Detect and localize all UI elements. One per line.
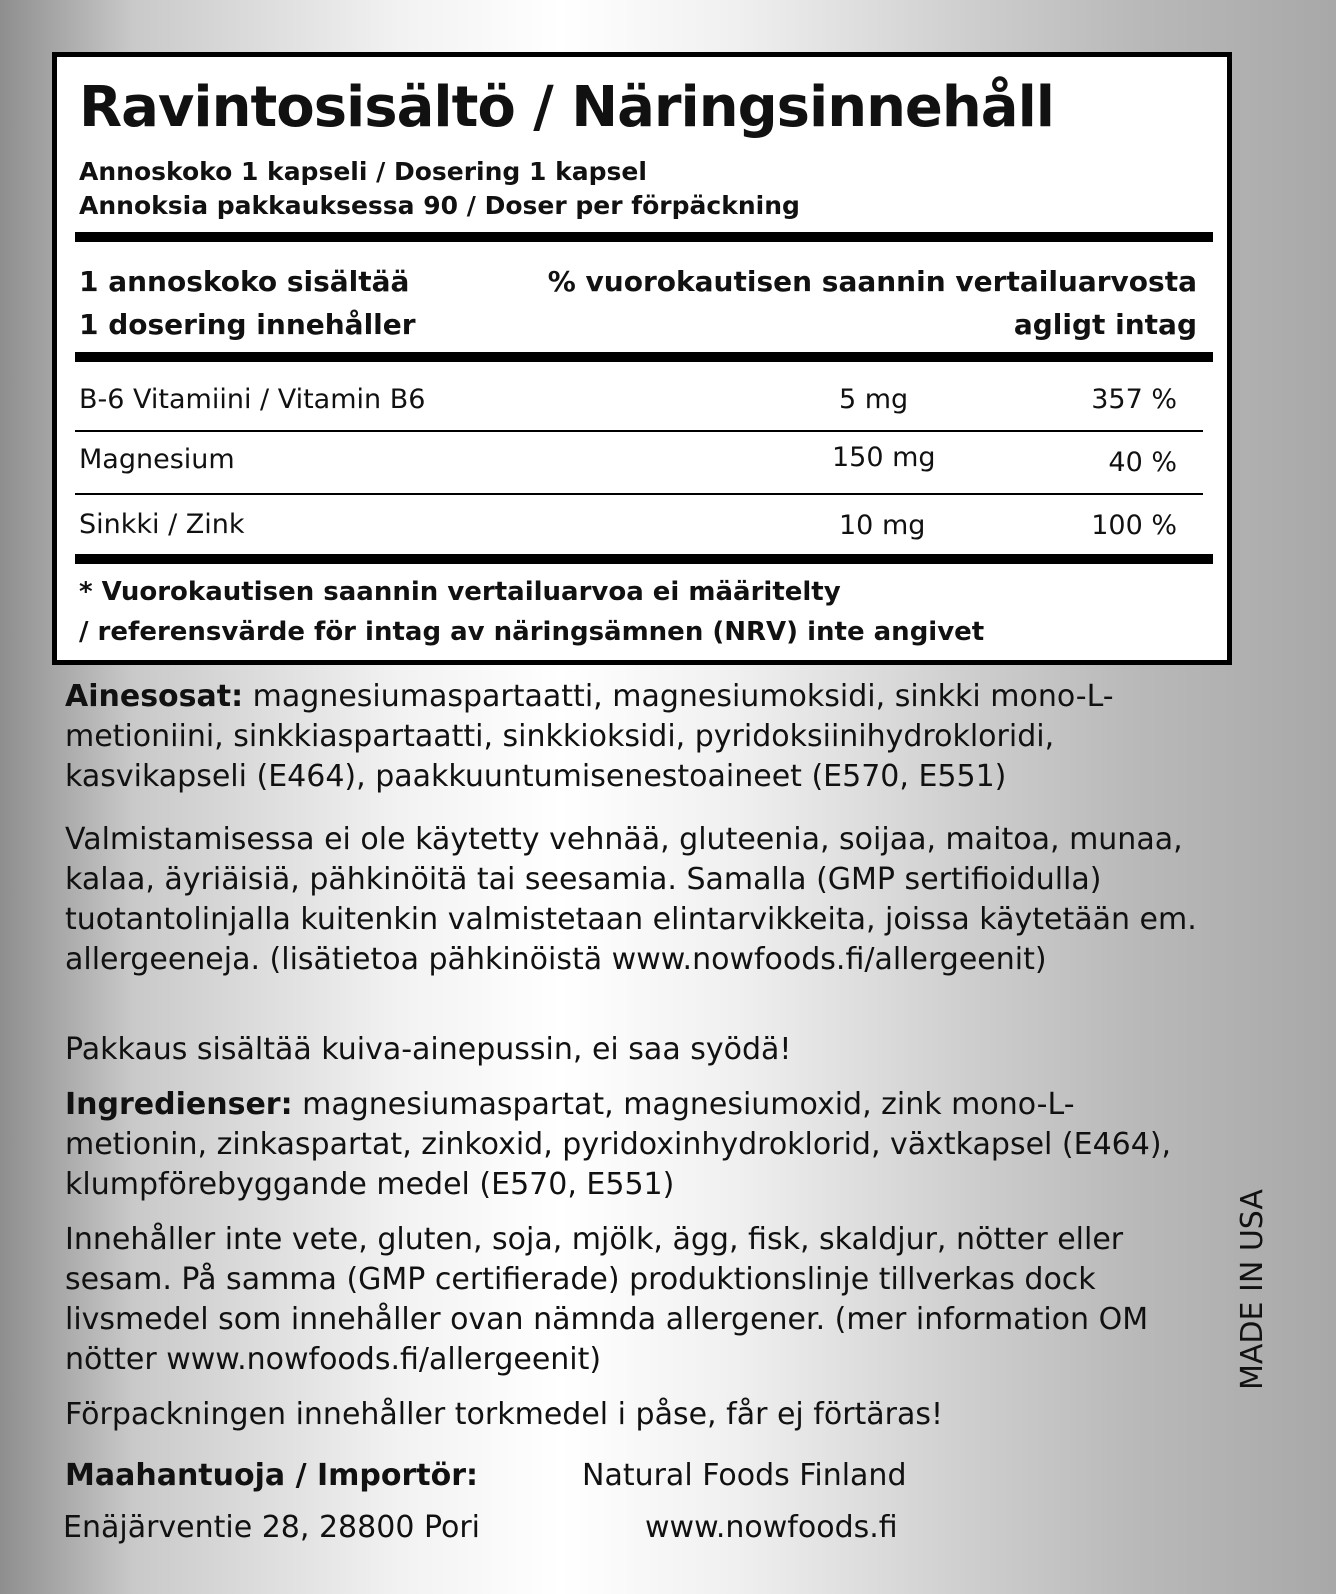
desiccant-fi: Pakkaus sisältää kuiva-ainepussin, ei saa syödä!: [65, 1032, 792, 1067]
importer-address: Enäjärventie 28, 28800 Pori: [63, 1510, 480, 1545]
row-divider: [75, 430, 1203, 432]
ingredients-fi-text: magnesiumaspartaatti, magnesiumoksidi, sinkki mono-L-metioniini, sinkkiaspartaatti, sinkkioksidi, pyridoksiinihydrokloridi, kasvikapseli (E464), paakkuuntumisenestoaineet (E570, E551): [65, 679, 1114, 794]
importer-name: Natural Foods Finland: [582, 1458, 907, 1493]
ingredients-fi: [65, 677, 1205, 797]
nutrition-facts-panel: [52, 52, 1232, 665]
column-header-left-line1: 1 annoskoko sisältää: [79, 265, 410, 298]
footnote-sv: / referensvärde för intag av näringsämnen (NRV) inte angivet: [79, 617, 985, 647]
nutrient-amount: 10 mg: [839, 510, 926, 541]
nutrient-amount: 150 mg: [832, 442, 936, 473]
allergens-sv: Innehåller inte vete, gluten, soja, mjölk, ägg, fisk, skaldjur, nötter eller sesam. På samma (GMP certifierade) produktionslinje tillverkas dock livsmedel som innehåller ovan nämnda allergener. (mer information OM nötter www.nowfoods.fi/allergeenit): [65, 1222, 1149, 1377]
importer-website: www.nowfoods.fi: [645, 1510, 898, 1545]
desiccant-sv: Förpackningen innehåller torkmedel i påse, får ej förtäras!: [65, 1397, 944, 1432]
nutrient-name: B-6 Vitamiini / Vitamin B6: [79, 384, 426, 415]
column-header-left: [79, 260, 416, 346]
nutrient-name: Magnesium: [79, 444, 235, 475]
servings-per-package: Annoksia pakkauksessa 90 / Doser per förpäckning: [79, 191, 800, 220]
ingredients-sv-label: Ingredienser:: [65, 1087, 293, 1122]
thick-divider: [75, 554, 1213, 564]
thick-divider: [75, 232, 1213, 242]
ingredients-fi-label: Ainesosat:: [65, 679, 244, 714]
footnote-fi: * Vuorokautisen saannin vertailuarvoa ei määritelty: [79, 577, 841, 607]
thick-divider: [75, 352, 1213, 362]
column-header-right-line2: agligt intag: [1013, 308, 1197, 341]
nutrient-percent: 357 %: [1091, 384, 1177, 415]
importer-label: Maahantuoja / Importör:: [65, 1458, 479, 1493]
nutrient-amount: 5 mg: [839, 384, 909, 415]
serving-size: Annoskoko 1 kapseli / Dosering 1 kapsel: [79, 157, 647, 186]
column-header-right: [548, 260, 1197, 346]
nutrient-percent: 100 %: [1091, 510, 1177, 541]
nutrition-title: Ravintosisältö / Näringsinnehåll: [79, 75, 1054, 140]
column-header-left-line2: 1 dosering innehåller: [79, 308, 416, 341]
ingredients-sv: [65, 1085, 1205, 1205]
column-header-right-line1: % vuorokautisen saannin vertailuarvosta: [547, 265, 1197, 298]
allergens-fi: Valmistamisessa ei ole käytetty vehnää, gluteenia, soijaa, maitoa, munaa, kalaa, äyriäisiä, pähkinöitä tai seesamia. Samalla (GMP sertifioidulla) tuotantolinjalla kuitenkin valmistetaan elintarvikkeita, joissa käytetään em. allergeeneja. (lisätietoa pähkinöistä www.nowfoods.fi/allergeenit): [65, 822, 1197, 977]
nutrient-percent: 40 %: [1108, 447, 1177, 478]
row-divider: [75, 493, 1203, 495]
nutrient-name: Sinkki / Zink: [79, 509, 245, 540]
made-in-usa: MADE IN USA: [1235, 1189, 1270, 1390]
ingredients-sv-text: magnesiumaspartat, magnesiumoxid, zink mono-L-metionin, zinkaspartat, zinkoxid, pyridoxinhydroklorid, växtkapsel (E464), klumpförebyggande medel (E570, E551): [65, 1087, 1172, 1202]
